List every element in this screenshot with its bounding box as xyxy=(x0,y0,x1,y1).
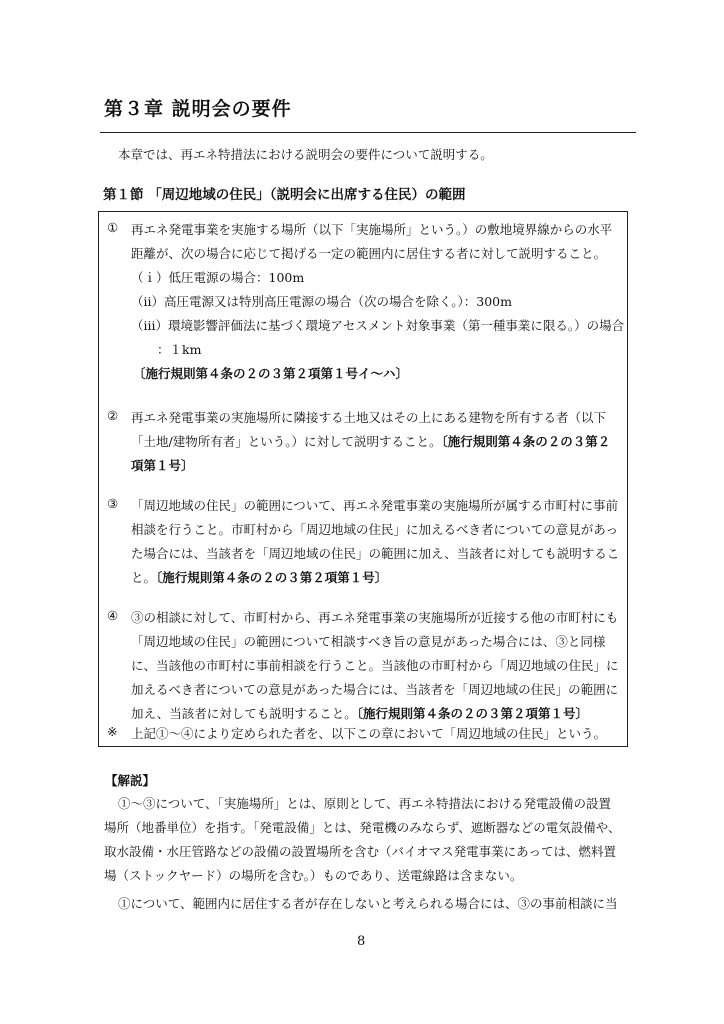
requirement-1-line: （ｉ）低圧電源の場合：100m xyxy=(131,270,305,285)
explanation-line: ①〜③について、「実施場所」とは、原則として、再エネ特措法における発電設備の設置 xyxy=(118,796,612,811)
explanation-line: 取水設備・水圧管路などの設備の設置場所を含む（バイオマス発電事業にあっては、燃料置 xyxy=(104,844,617,859)
requirement-3-text: と。 xyxy=(131,570,157,585)
item-marker: ① xyxy=(107,220,119,235)
requirement-1-line: 再エネ発電事業を実施する場所（以下「実施場所」という。）の敷地境界線からの水平 xyxy=(131,222,613,237)
requirement-3-line xyxy=(131,568,387,586)
requirement-1-line: （ⅲ）環境影響評価法に基づく環境アセスメント対象事業（第一種事業に限る。）の場合 xyxy=(131,318,625,333)
item-marker: ② xyxy=(107,408,119,423)
explanation-line: 場所（地番単位）を指す。「発電設備」とは、発電機のみならず、遮断器などの電気設備や、 xyxy=(104,820,621,835)
requirement-4-line: 「周辺地域の住民」の範囲について相談すべき旨の意見があった場合には、③と同様 xyxy=(131,634,606,649)
requirement-4-text: 加え、当該者に対しても説明すること。 xyxy=(131,706,357,721)
explanation-heading: 【解説】 xyxy=(105,773,156,788)
requirement-1-line: 距離が、次の場合に応じて掲げる一定の範囲内に居住する者に対して説明すること。 xyxy=(131,246,607,261)
chapter-title: 第３章 説明会の要件 xyxy=(104,98,292,120)
requirement-4-line xyxy=(131,704,588,722)
requirement-3-line: た場合には、当該者を「周辺地域の住民」の範囲に加え、当該者に対しても説明するこ xyxy=(131,546,620,561)
chapter-intro: 本章では、再エネ特措法における説明会の要件について説明する。 xyxy=(118,147,493,162)
requirement-1-line: （ⅱ）高圧電源又は特別高圧電源の場合（次の場合を除く。）：300m xyxy=(131,294,512,309)
requirements-box xyxy=(98,211,628,747)
section-title: 第１節 「周辺地域の住民」（説明会に出席する住民）の範囲 xyxy=(103,187,466,203)
requirement-4-reference: 〔施行規則第４条の２の３第２項第１号〕 xyxy=(356,706,589,721)
requirement-4-line: に、当該他の市町村に事前相談を行うこと。当該他の市町村から「周辺地域の住民」に xyxy=(131,658,619,673)
requirement-1-reference: 〔施行規則第４条の２の３第２項第１号イ〜ハ〕 xyxy=(133,366,409,381)
requirement-3-reference: 〔施行規則第４条の２の３第２項第１号〕 xyxy=(156,570,388,585)
title-rule xyxy=(100,132,636,133)
requirement-2-text: 「土地/建物所有者」という。）に対して説明すること。 xyxy=(131,434,442,449)
requirement-2-line: 再エネ発電事業の実施場所に隣接する土地又はその上にある建物を所有する者（以下 xyxy=(131,410,607,425)
requirement-3-line: 相談を行うこと。市町村から「周辺地域の住民」に加えるべき者についての意見があっ xyxy=(131,522,619,537)
requirement-3-line: 「周辺地域の住民」の範囲について、再エネ発電事業の実施場所が属する市町村に事前 xyxy=(131,498,619,513)
requirement-2-reference: 〔施行規則第４条の２の３第２ xyxy=(441,434,611,449)
requirement-2-reference: 項第１号〕 xyxy=(131,458,194,473)
explanation-line: ①について、範囲内に居住する者が存在しないと考えられる場合には、③の事前相談に当 xyxy=(118,896,618,911)
item-marker: ③ xyxy=(107,496,119,511)
note-marker: ※ xyxy=(107,724,118,739)
explanation-line: 場（ストックヤード）の場所を含む。）ものであり、送電線路は含まない。 xyxy=(104,868,523,883)
requirement-1-line: ：１km xyxy=(157,342,202,357)
page-number: 8 xyxy=(357,934,366,949)
requirement-2-line xyxy=(131,432,610,450)
requirement-4-line: ③の相談に対して、市町村から、再エネ発電事業の実施場所が近接する他の市町村にも xyxy=(131,610,619,625)
requirement-4-line: 加えるべき者についての意見があった場合には、当該者を「周辺地域の住民」の範囲に xyxy=(131,682,619,697)
item-marker: ④ xyxy=(107,608,119,623)
requirements-note: 上記①〜④により定められた者を、以下この章において「周辺地域の住民」という。 xyxy=(131,726,607,741)
